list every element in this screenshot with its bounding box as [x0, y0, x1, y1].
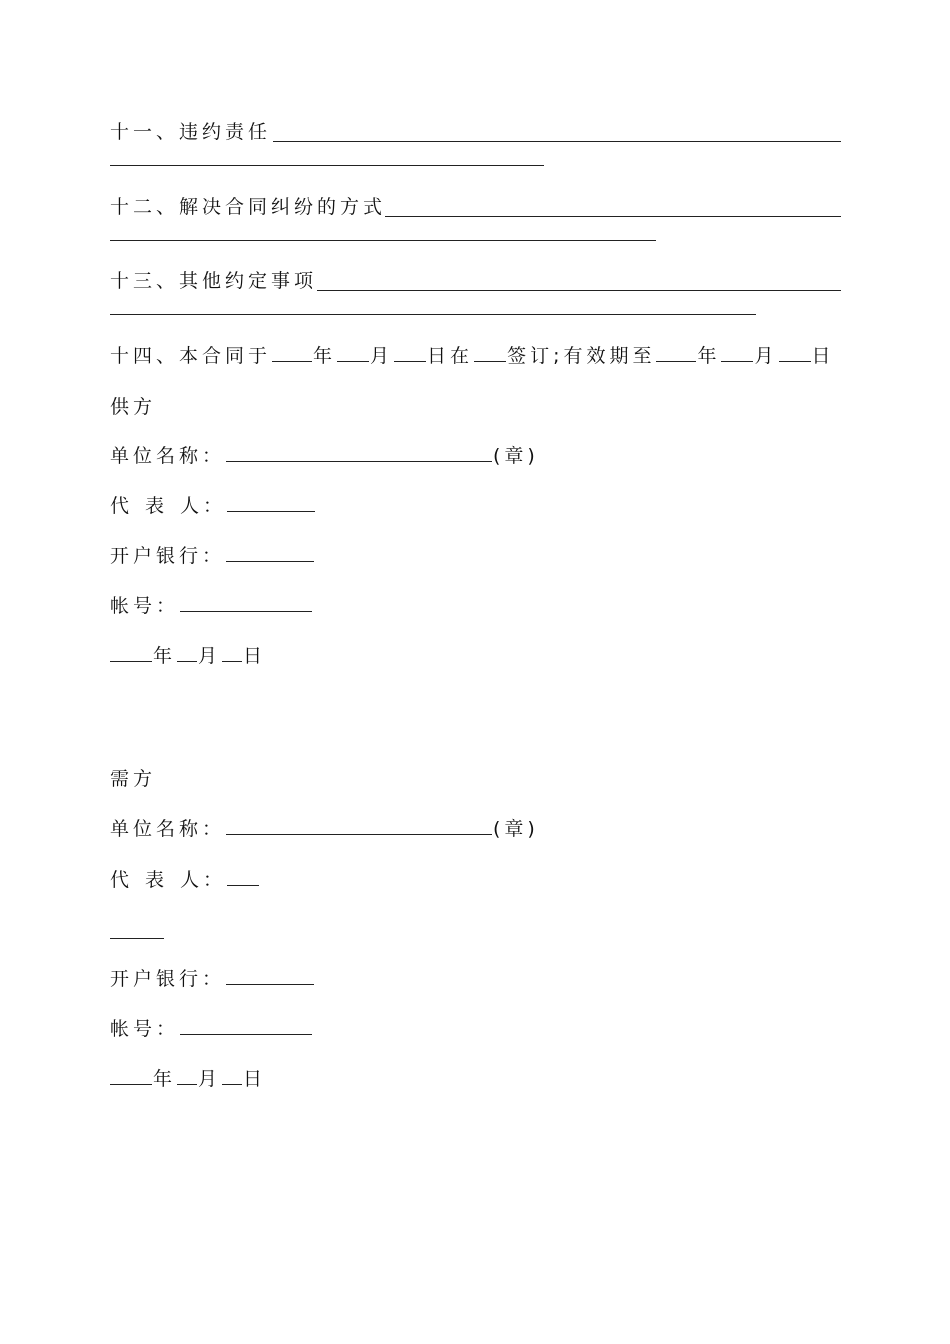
- supplier-unit-name-label: 单位名称：: [110, 445, 226, 467]
- supplier-day-blank[interactable]: [222, 645, 242, 662]
- sign-year-blank[interactable]: [272, 345, 312, 362]
- sign-month-label: 月: [370, 345, 394, 367]
- clause-13: [110, 269, 317, 293]
- clause-11: [110, 120, 271, 144]
- clause-12: [110, 195, 386, 219]
- clause-11-blank-continued[interactable]: [110, 165, 544, 166]
- buyer-seal-label: (章): [493, 818, 539, 840]
- sign-year-label: 年: [313, 345, 337, 367]
- supplier-representative-row: [110, 494, 316, 518]
- supplier-seal-label: (章): [493, 445, 539, 467]
- buyer-account-row: [110, 1017, 313, 1041]
- buyer-representative-blank-continued[interactable]: [110, 938, 164, 939]
- supplier-day-label: 日: [243, 645, 267, 667]
- supplier-bank-label: 开户银行：: [110, 545, 226, 567]
- supplier-rep-label-b: 表: [145, 495, 181, 517]
- supplier-account-label: 帐号：: [110, 595, 180, 617]
- clause-11-label: 十一、违约责任: [110, 121, 272, 143]
- sign-day-blank[interactable]: [394, 345, 426, 362]
- buyer-rep-label-a: 代: [110, 869, 146, 891]
- buyer-account-label: 帐号：: [110, 1018, 180, 1040]
- clause-12-label: 十二、解决合同纠纷的方式: [110, 196, 387, 218]
- expiry-day-blank[interactable]: [779, 345, 811, 362]
- signed-valid-until-label: 签订;有效期至: [507, 345, 656, 367]
- supplier-month-blank[interactable]: [177, 645, 197, 662]
- buyer-bank-row: [110, 967, 315, 991]
- supplier-unit-name-blank[interactable]: [226, 445, 492, 462]
- buyer-unit-name-blank[interactable]: [226, 818, 492, 835]
- expiry-day-label: 日: [811, 345, 835, 367]
- buyer-rep-label-c: 人：: [180, 869, 227, 891]
- sign-day-label: 日在: [427, 345, 474, 367]
- clause-13-label: 十三、其他约定事项: [110, 270, 318, 292]
- supplier-year-blank[interactable]: [110, 645, 152, 662]
- supplier-date-row: [110, 644, 266, 668]
- supplier-rep-label-c: 人：: [180, 495, 227, 517]
- buyer-month-blank[interactable]: [177, 1068, 197, 1085]
- clause-13-blank[interactable]: [317, 290, 841, 291]
- buyer-bank-blank[interactable]: [226, 968, 314, 985]
- buyer-month-label: 月: [198, 1068, 222, 1090]
- buyer-year-blank[interactable]: [110, 1068, 152, 1085]
- clause-13-blank-continued[interactable]: [110, 314, 756, 315]
- sign-place-blank[interactable]: [474, 345, 506, 362]
- clause-11-blank[interactable]: [273, 141, 841, 142]
- clause-14: [110, 344, 835, 368]
- supplier-representative-blank[interactable]: [227, 495, 315, 512]
- supplier-bank-blank[interactable]: [226, 545, 314, 562]
- supplier-bank-row: [110, 544, 315, 568]
- supplier-rep-label-a: 代: [110, 495, 146, 517]
- expiry-year-blank[interactable]: [656, 345, 696, 362]
- sign-month-blank[interactable]: [337, 345, 369, 362]
- clause-14-prefix: 十四、本合同于: [110, 345, 272, 367]
- buyer-account-blank[interactable]: [180, 1018, 312, 1035]
- clause-12-blank[interactable]: [385, 216, 841, 217]
- supplier-year-label: 年: [153, 645, 177, 667]
- supplier-account-blank[interactable]: [180, 595, 312, 612]
- buyer-representative-blank[interactable]: [227, 869, 259, 886]
- buyer-bank-label: 开户银行：: [110, 968, 226, 990]
- buyer-heading: 需方: [110, 768, 157, 790]
- buyer-representative-row: [110, 868, 260, 892]
- supplier-month-label: 月: [198, 645, 222, 667]
- buyer-unit-name-label: 单位名称：: [110, 818, 226, 840]
- buyer-day-label: 日: [243, 1068, 267, 1090]
- expiry-month-blank[interactable]: [721, 345, 753, 362]
- expiry-year-label: 年: [697, 345, 721, 367]
- buyer-day-blank[interactable]: [222, 1068, 242, 1085]
- buyer-year-label: 年: [153, 1068, 177, 1090]
- clause-12-blank-continued[interactable]: [110, 240, 656, 241]
- expiry-month-label: 月: [754, 345, 778, 367]
- buyer-date-row: [110, 1067, 266, 1091]
- supplier-heading: 供方: [110, 396, 157, 418]
- supplier-unit-name-row: [110, 444, 539, 468]
- buyer-rep-label-b: 表: [145, 869, 181, 891]
- supplier-account-row: [110, 594, 313, 618]
- buyer-unit-name-row: [110, 817, 539, 841]
